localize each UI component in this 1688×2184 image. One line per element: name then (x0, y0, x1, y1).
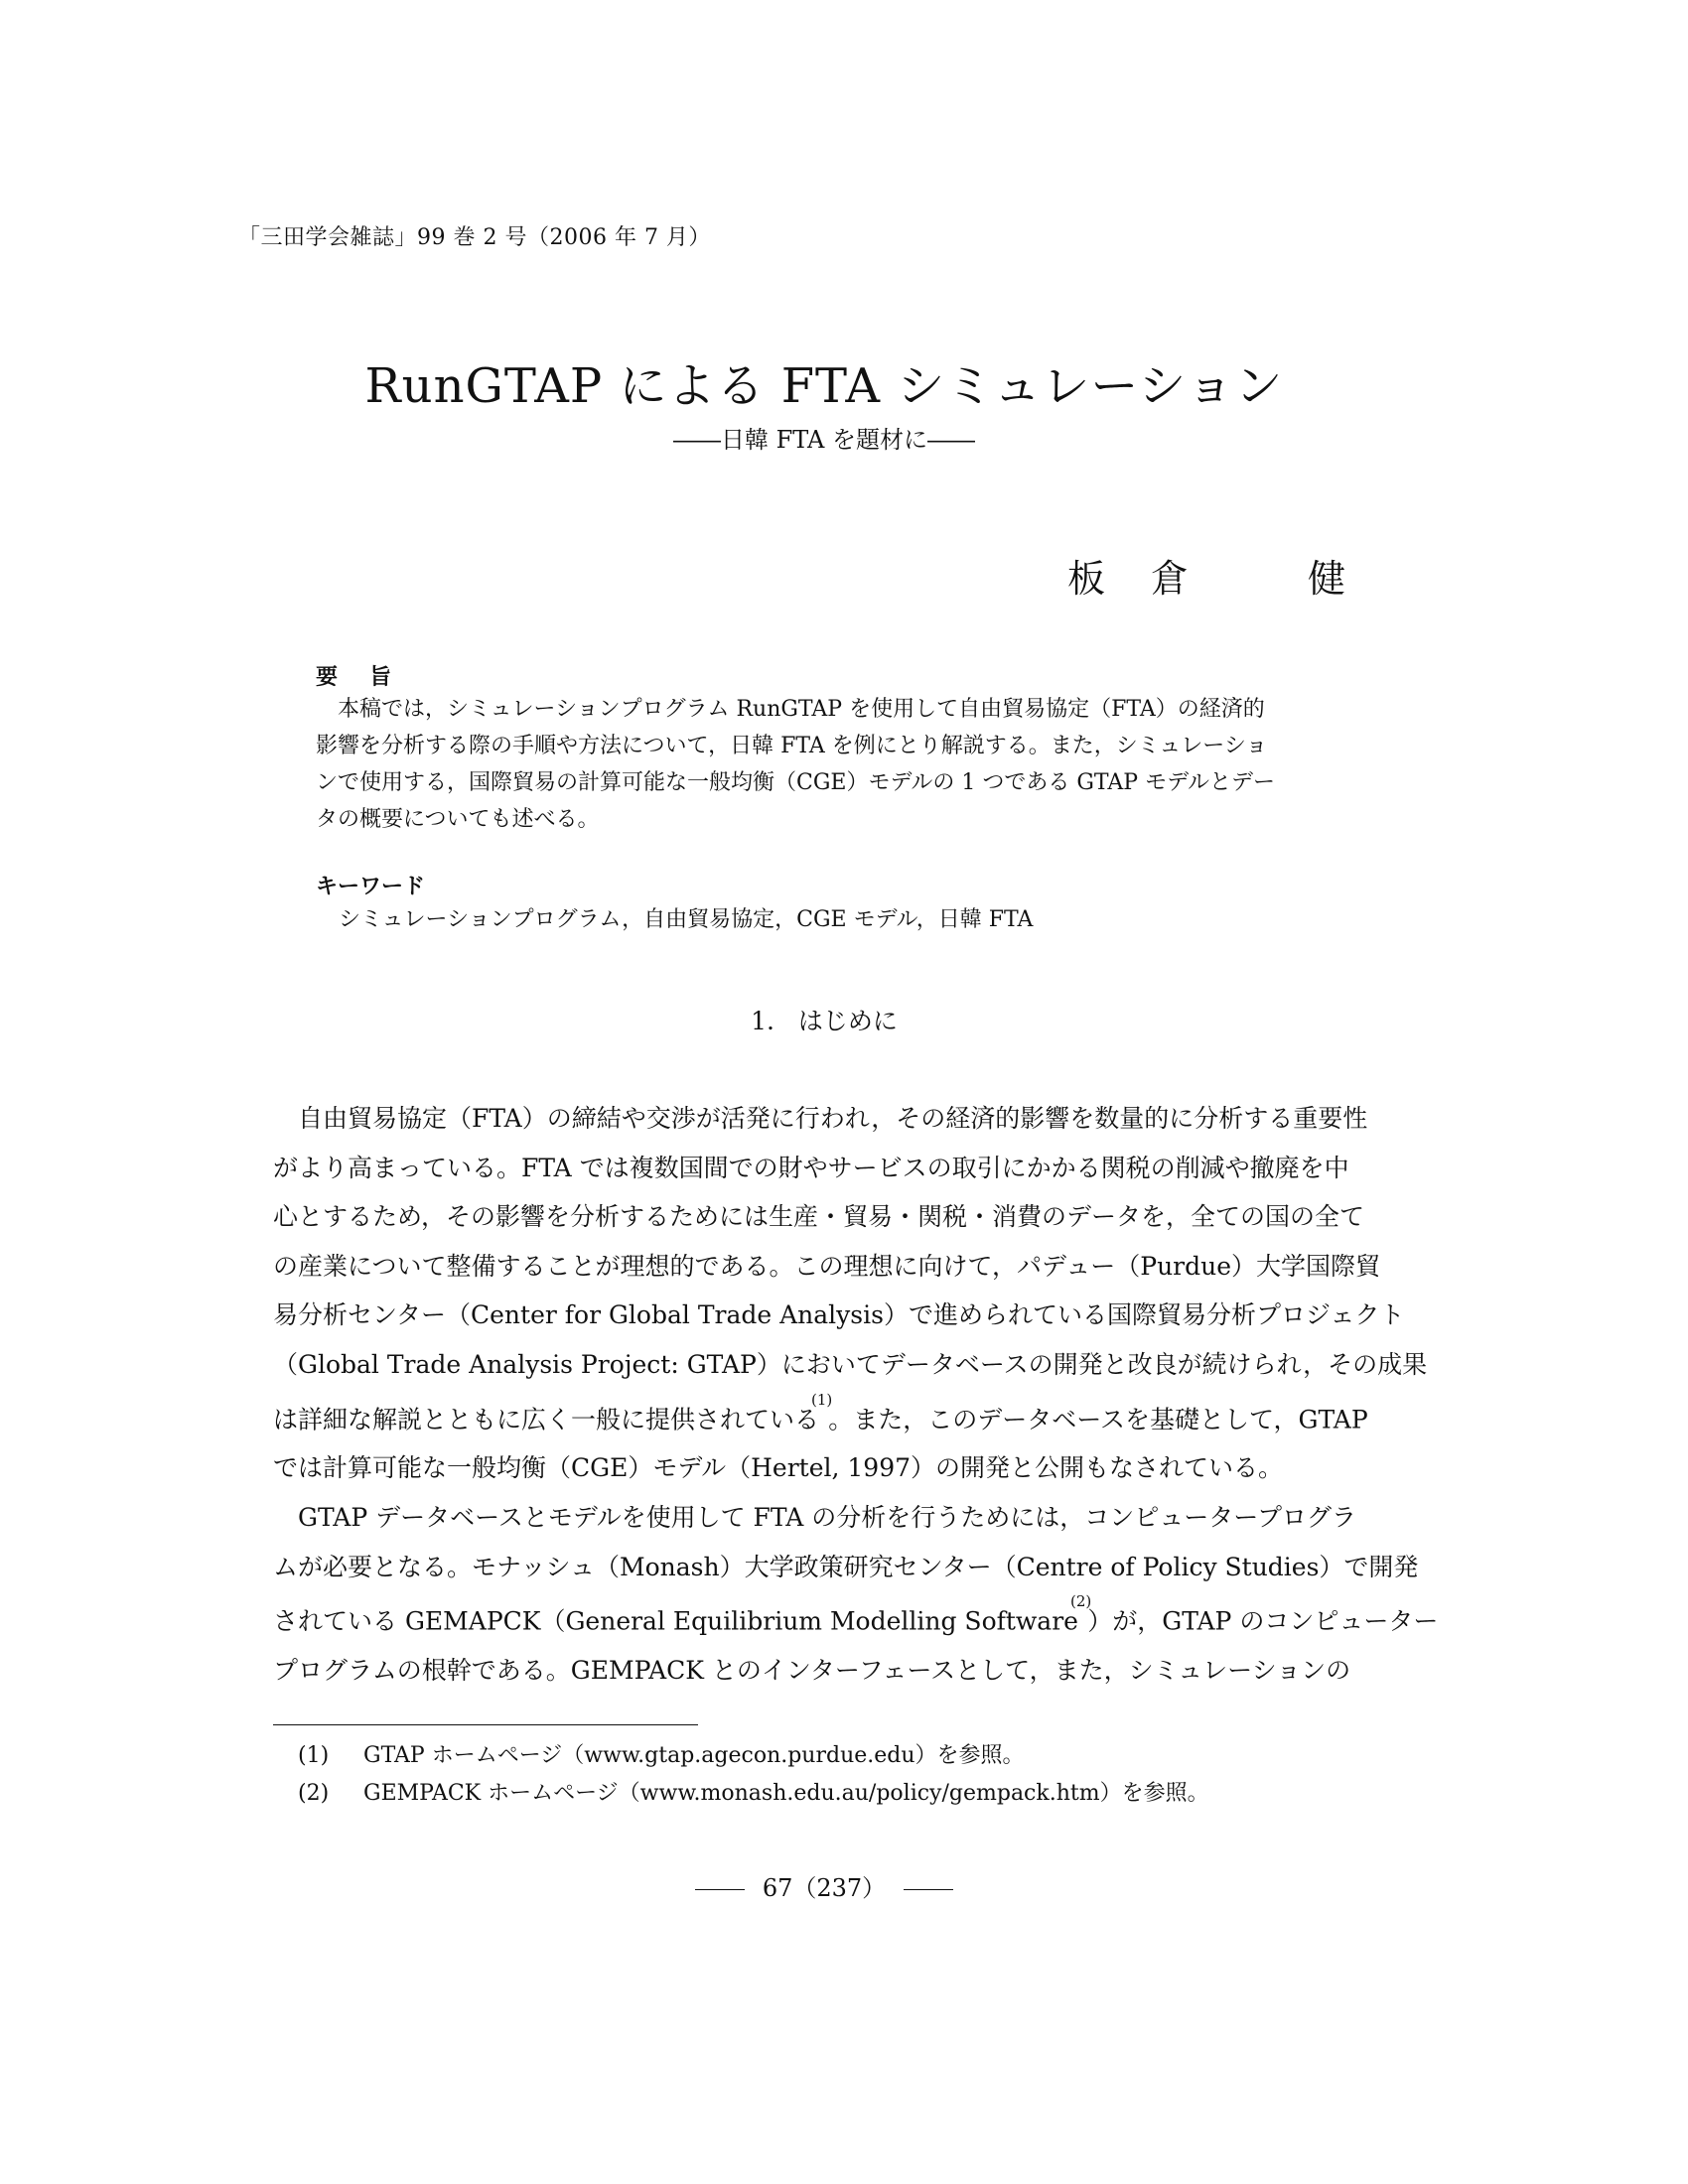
body-line: プログラムの根幹である。GEMPACK とのインターフェースとして，また，シミュレーションの (273, 1656, 1351, 1686)
page-number-text: 67（237） (762, 1874, 887, 1902)
body-line-segment: は詳細な解説とともに広く一般に提供されている (273, 1404, 820, 1433)
footnote-ref-1[interactable]: (1) (811, 1390, 833, 1409)
keywords-list: シミュレーションプログラム，自由貿易協定，CGE モデル，日韓 FTA (339, 907, 1034, 932)
journal-citation: 「三田学会雑誌」99 巻 2 号（2006 年 7 月） (238, 225, 711, 250)
body-line (273, 1390, 1395, 1444)
author-name (1067, 548, 1345, 603)
footnotes (298, 1737, 1209, 1813)
footnote-ref-2[interactable]: (2) (1069, 1592, 1092, 1611)
paper-title: RunGTAP による FTA シミュレーション (364, 358, 1284, 414)
body-line: 易分析センター（Center for Global Trade Analysis）で進められている国際貿易分析プロジェクト (273, 1300, 1405, 1330)
footnote-1 (298, 1737, 1209, 1775)
body-line-segment: 。また，このデータベースを基礎として，GTAP (828, 1404, 1368, 1433)
body-line: ムが必要となる。モナッシュ（Monash）大学政策研究センター（Centre of Policy Studies）で開発 (273, 1552, 1419, 1581)
keywords-heading: キーワード (316, 875, 426, 899)
body-line: 心とするため，その影響を分析するためには生産・貿易・関税・消費のデータを，全ての国の全て (273, 1202, 1365, 1232)
footnote-number: (2) (298, 1781, 330, 1806)
section-title: はじめに (797, 1007, 898, 1035)
abstract-line: 影響を分析する際の手順や方法について，日韓 FTA を例にとり解説する。また，シミュレーショ (316, 734, 1268, 758)
body-line: の産業について整備することが理想的である。この理想に向けて，パデュー（Purdue）大学国際貿 (273, 1251, 1381, 1281)
footnote-text: GTAP ホームページ（www.gtap.agecon.purdue.edu）を参照。 (363, 1743, 1025, 1768)
footnote-number: (1) (298, 1743, 330, 1768)
abstract-body (316, 691, 1348, 838)
body-line: がより高まっている。FTA では複数国間での財やサービスの取引にかかる関税の削減や撤廃を中 (273, 1153, 1349, 1182)
body-line: では計算可能な一般均衡（CGE）モデル（Hertel, 1997）の開発と公開もなされている。 (273, 1453, 1284, 1483)
paper-subtitle: ――日韓 FTA を題材に―― (673, 426, 975, 454)
footnote-text: GEMPACK ホームページ（www.monash.edu.au/policy/gempack.htm）を参照。 (363, 1781, 1209, 1806)
section-number: 1. (751, 1007, 774, 1035)
abstract-heading: 要旨 (316, 665, 424, 690)
abstract-line: ンで使用する，国際貿易の計算可能な一般均衡（CGE）モデルの 1 つである GTAP モデルとデー (316, 770, 1275, 795)
body-line (273, 1591, 1439, 1646)
page-number-dash-right (904, 1889, 953, 1890)
body-line: GTAP データベースとモデルを使用して FTA の分析を行うためには，コンピュータープログラ (298, 1503, 1356, 1533)
abstract-line: タの概要についても述べる。 (316, 807, 600, 832)
abstract-line: 本稿では，シミュレーションプログラム RunGTAP を使用して自由貿易協定（FTA）の経済的 (338, 697, 1265, 722)
footnote-2 (298, 1775, 1209, 1813)
body-text (273, 1094, 1439, 1696)
body-line: 自由貿易協定（FTA）の締結や交渉が活発に行われ，その経済的影響を数量的に分析する重要性 (298, 1104, 1368, 1133)
body-line: （Global Trade Analysis Project: GTAP）においてデータベースの開発と改良が続けられ，その成果 (273, 1349, 1428, 1379)
author-surname-2: 倉 (1151, 557, 1190, 601)
section-heading (0, 1002, 1648, 1037)
footnote-divider (273, 1724, 698, 1725)
author-surname-1: 板 (1067, 557, 1106, 601)
body-line-segment: されている GEMAPCK（General Equilibrium Modelling Software (273, 1606, 1078, 1636)
page-number-dash-left (695, 1889, 745, 1890)
page-number (0, 1868, 1648, 1903)
author-given-name: 健 (1308, 557, 1346, 601)
body-line-segment: ）が，GTAP のコンピューター (1087, 1606, 1439, 1636)
